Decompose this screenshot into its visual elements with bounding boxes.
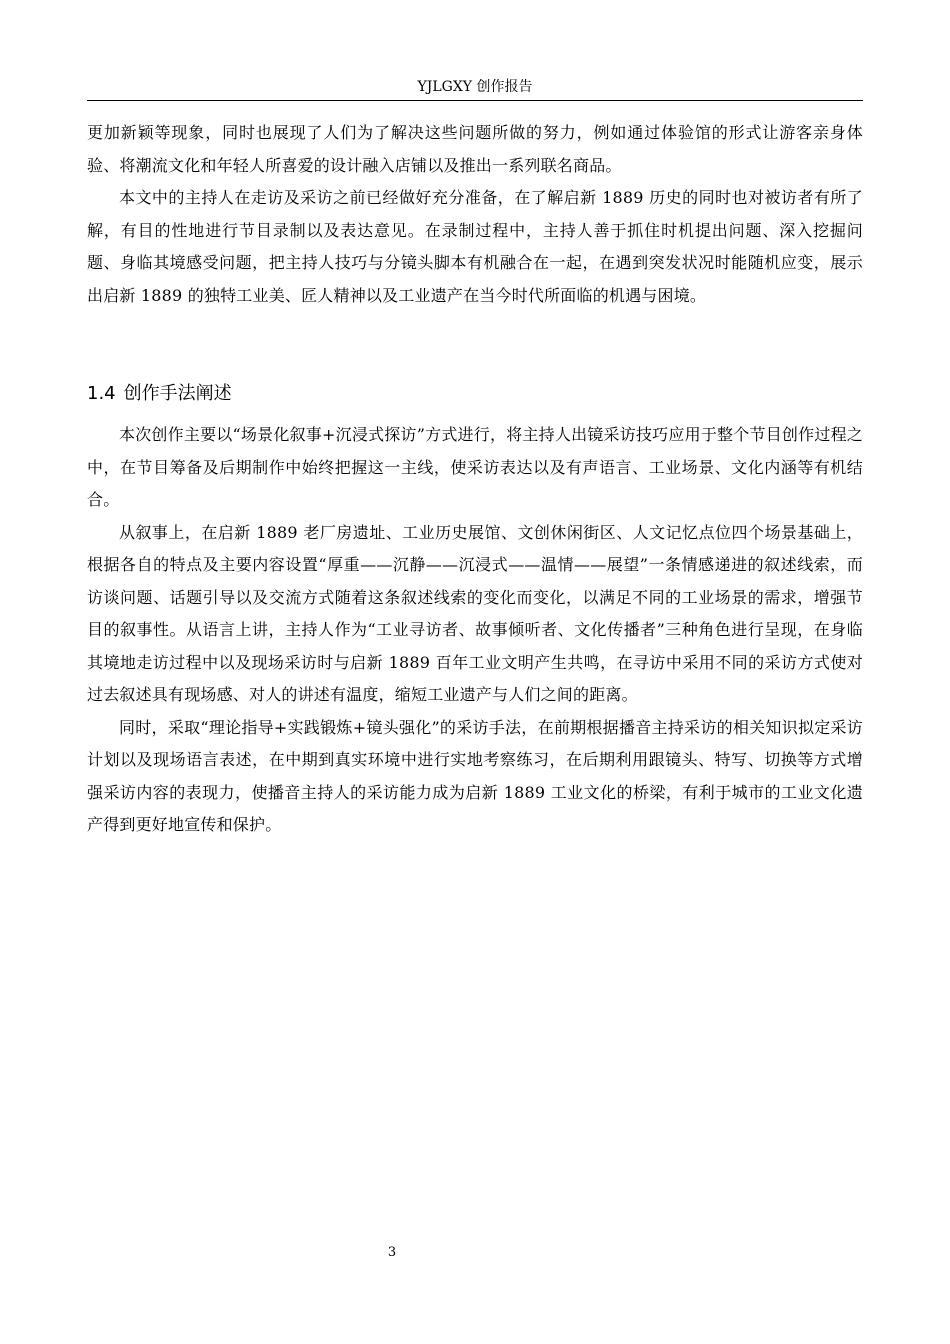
section-text-block <box>87 419 863 842</box>
paragraph-narrative: 从叙事上，在启新 1889 老厂房遗址、工业历史展馆、文创休闲街区、人文记忆点位四个场景基础上，根据各自的特点及主要内容设置“厚重——沉静——沉浸式——温情——展望”一条情感递进的叙述线索，而访谈问题、话题引导以及交流方式随着这条叙述线索的变化而变化，以满足不同的工业场景的需求，增强节目的叙事性。从语言上讲，主持人作为“工业寻访者、故事倾听者、文化传播者”三种角色进行呈现，在身临其境地走访过程中以及现场采访时与启新 1889 百年工业文明产生共鸣，在寻访中采用不同的采访方式使对过去叙述具有现场感、对人的讲述有温度，缩短工业遗产与人们之间的距离。 <box>87 522 863 704</box>
header-divider <box>87 100 863 101</box>
page-number <box>87 1244 697 1262</box>
header-title: YJLGXY 创作报告 <box>417 79 533 95</box>
paragraph-host-preparation: 本文中的主持人在走访及采访之前已经做好充分准备，在了解启新 1889 历史的同时也对被访者有所了解，有目的性地进行节目录制以及表达意见。在录制过程中，主持人善于抓住时机提出问题、深入挖掘问题、身临其境感受问题，把主持人技巧与分镜头脚本有机融合在一起，在遇到突发状况时能随机应变，展示出启新 1889 的独特工业美、匠人精神以及工业遗产在当今时代所面临的机遇与困境。 <box>87 188 863 305</box>
page-number-value: 3 <box>387 1245 397 1260</box>
section-heading <box>87 380 863 408</box>
section-number: 1.4 <box>87 383 116 404</box>
paragraph-interview-method: 同时，采取“理论指导+实践锻炼+镜头强化”的采访手法，在前期根据播音主持采访的相关知识拟定采访计划以及现场语言表述，在中期到真实环境中进行实地考察练习，在后期利用跟镜头、特写、切换等方式增强采访内容的表现力，使播音主持人的采访能力成为启新 1889 工业文化的桥梁，有利于城市的工业文化遗产得到更好地宣传和保护。 <box>87 717 863 834</box>
paragraph-continuation: 更加新颖等现象，同时也展现了人们为了解决这些问题所做的努力，例如通过体验馆的形式让游客亲身体验、将潮流文化和年轻人所喜爱的设计融入店铺以及推出一系列联名商品。 <box>87 123 863 175</box>
page-header <box>87 76 863 98</box>
intro-text-block <box>87 117 863 312</box>
paragraph-creation-approach: 本次创作主要以“场景化叙事+沉浸式探访”方式进行，将主持人出镜采访技巧应用于整个节目创作过程之中，在节目筹备及后期制作中始终把握这一主线，使采访表达以及有声语言、工业场景、文化内涵等有机结合。 <box>87 425 863 509</box>
section-title: 创作手法阐述 <box>123 383 232 404</box>
